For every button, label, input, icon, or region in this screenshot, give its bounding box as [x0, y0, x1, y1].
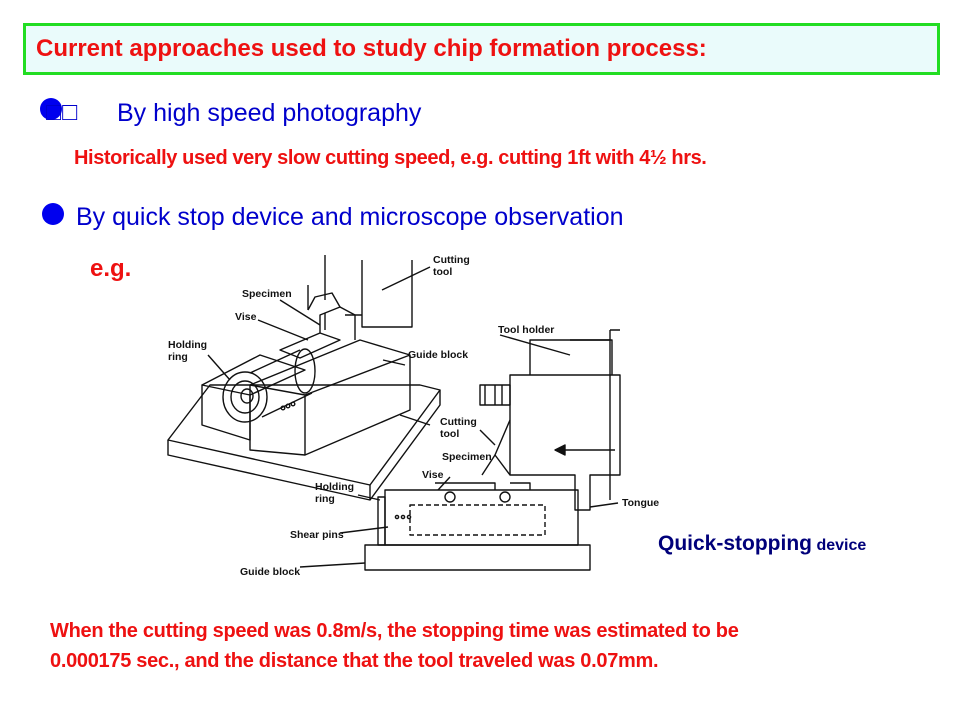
title-box	[23, 23, 940, 75]
label-cutting-tool-top: Cutting tool	[433, 254, 470, 278]
label-specimen-top: Specimen	[242, 288, 292, 300]
bullet-2-text: By quick stop device and microscope observation	[76, 203, 624, 231]
caption-main: Quick-stopping	[658, 532, 812, 555]
cutting-tool-side-view	[495, 420, 510, 475]
label-specimen-side: Specimen	[442, 451, 492, 463]
vise-side-view	[385, 490, 578, 545]
label-tool-holder: Tool holder	[498, 324, 555, 336]
label-holding-ring-top: Holding ring	[168, 339, 208, 363]
diagram-caption	[658, 532, 866, 556]
slide-title: Current approaches used to study chip formation process:	[36, 35, 707, 62]
caption-sub: device	[812, 537, 867, 554]
bullet-1-note: Historically used very slow cutting speed, e.g. cutting 1ft with 4½ hrs.	[74, 147, 707, 169]
label-shear-pins: Shear pins	[290, 529, 344, 541]
label-holding-ring-side: Holding ring	[315, 481, 355, 505]
footer-line-2: 0.000175 sec., and the distance that the tool traveled was 0.07mm.	[50, 650, 659, 672]
vise-top	[280, 333, 340, 358]
bullet-dot-2	[42, 203, 64, 225]
label-vise-side: Vise	[422, 469, 444, 481]
label-cutting-tool-side: Cutting tool	[440, 416, 477, 440]
label-guide-block-side: Guide block	[240, 566, 301, 578]
footer-line-1: When the cutting speed was 0.8m/s, the stopping time was estimated to be	[50, 620, 739, 642]
base-plate	[168, 385, 440, 485]
label-guide-block-top: Guide block	[408, 349, 469, 361]
label-tongue: Tongue	[622, 497, 660, 509]
guide-block-side	[365, 545, 590, 570]
bullet-placeholder-glyphs: □□	[46, 98, 79, 126]
quick-stop-device-diagram	[150, 245, 670, 590]
bullet-1-text: By high speed photography	[117, 99, 422, 127]
label-vise-top: Vise	[235, 311, 257, 323]
example-label: e.g.	[90, 255, 132, 282]
cutting-tool-top-view	[308, 255, 412, 327]
guide-block-body	[250, 340, 410, 455]
